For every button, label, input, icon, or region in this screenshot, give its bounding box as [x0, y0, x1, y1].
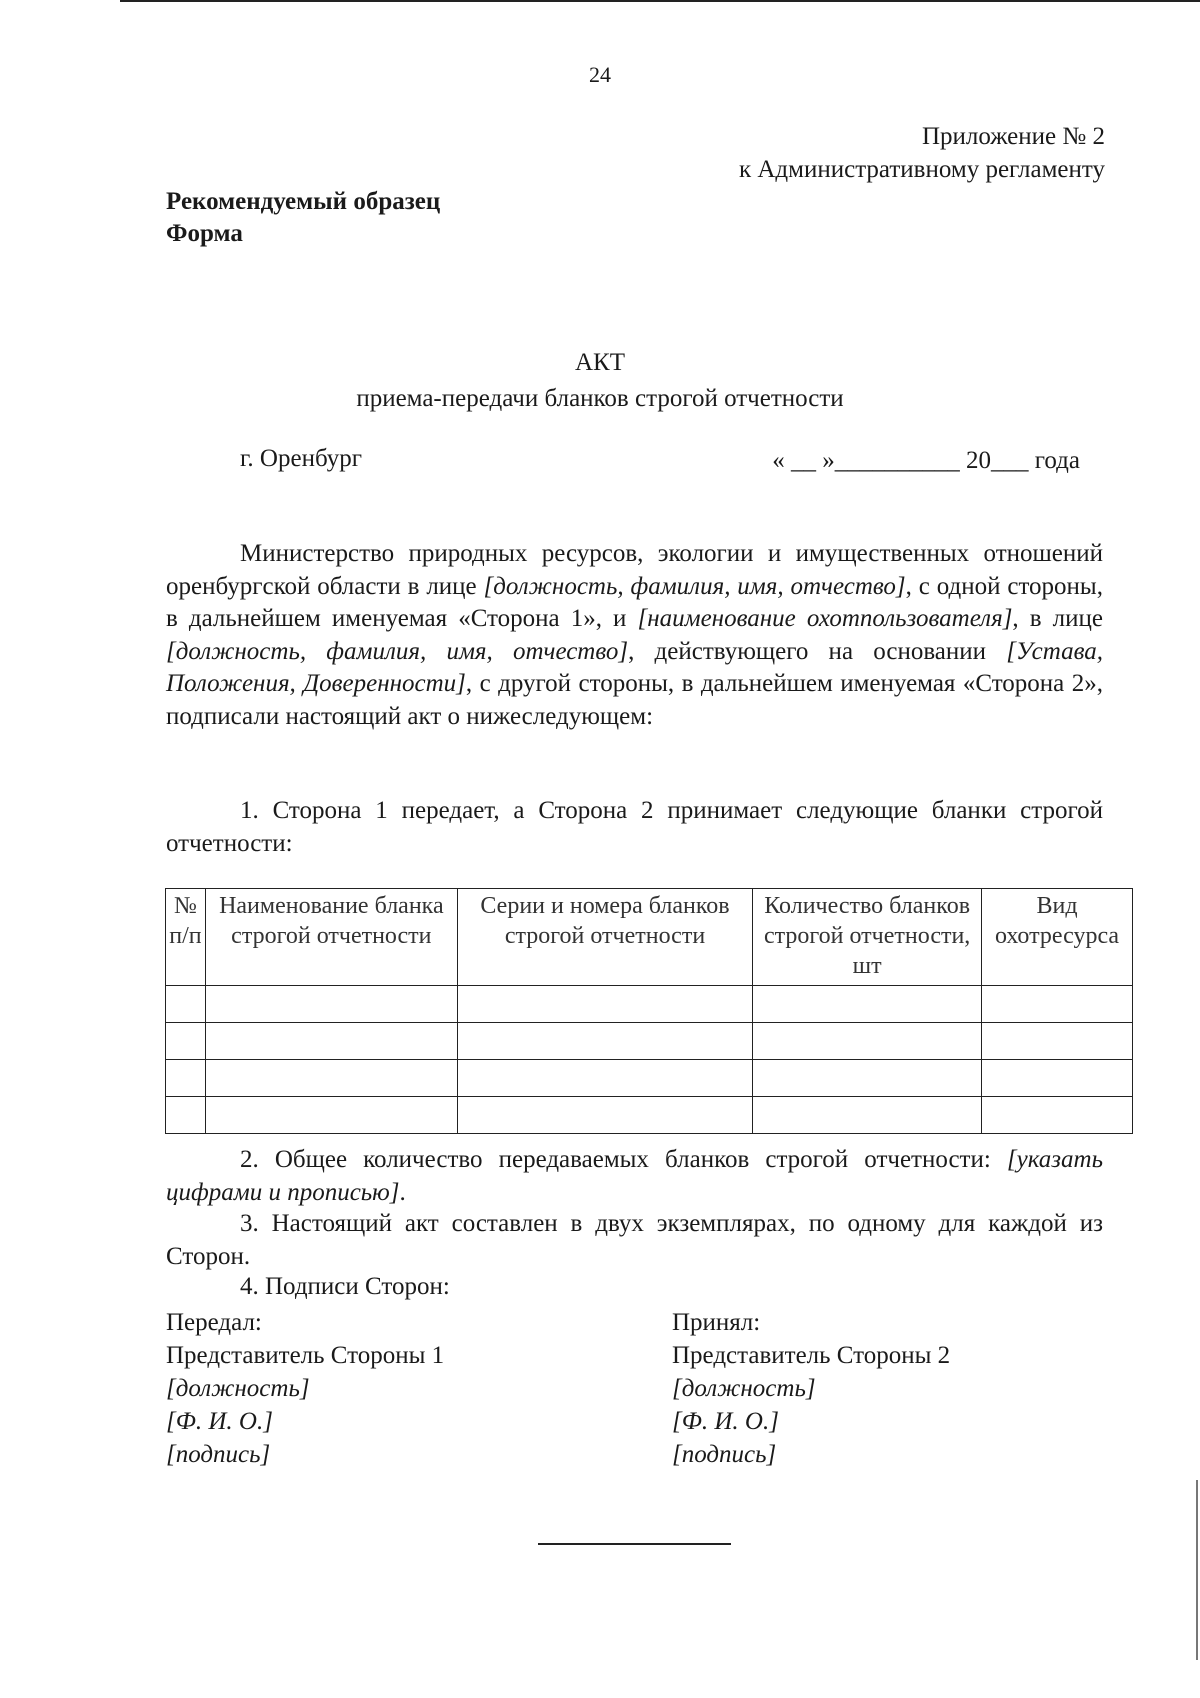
sig-left-position: [должность] [166, 1375, 310, 1402]
sig-left-label: Передал: [166, 1309, 262, 1336]
item-2-paragraph [166, 1143, 1103, 1209]
blanks-table [165, 888, 1133, 1134]
table-cell[interactable] [753, 1023, 982, 1060]
top-border-line [120, 0, 1200, 2]
act-subtitle: приема-передачи бланков строгой отчетности [356, 385, 844, 412]
intro-text-1: Министерство природных ресурсов, экологии и имущественных отношений оренбургской области в лице [166, 540, 1103, 600]
table-cell[interactable] [166, 1097, 206, 1134]
item-2-end: . [399, 1179, 406, 1206]
act-title: АКТ [575, 349, 625, 376]
item-4-paragraph: 4. Подписи Сторон: [240, 1273, 450, 1300]
table-cell[interactable] [982, 1097, 1133, 1134]
sig-right-position: [должность] [672, 1375, 816, 1402]
signature-block-left [166, 1306, 444, 1471]
sample-heading [166, 186, 440, 250]
intro-placeholder-4: [Устава, Положения, Доверенности] [166, 637, 1103, 697]
table-cell[interactable] [753, 986, 982, 1023]
bottom-divider-line [538, 1543, 731, 1545]
header-number: № п/п [166, 889, 206, 986]
table-header-row [166, 889, 1133, 986]
table-cell[interactable] [457, 986, 753, 1023]
table-cell[interactable] [166, 986, 206, 1023]
table-cell[interactable] [205, 1060, 457, 1097]
intro-text-5: , с другой стороны, в дальнейшем именуемая «Сторона 2», подписали настоящий акт о нижеследующем: [166, 670, 1103, 730]
item-1-paragraph: 1. Сторона 1 передает, а Сторона 2 принимает следующие бланки строгой отчетности: [166, 797, 1103, 857]
scan-edge-mark [1196, 1480, 1198, 1660]
header-quantity: Количество бланков строгой отчетности, шт [753, 889, 982, 986]
table-cell[interactable] [753, 1060, 982, 1097]
table-cell[interactable] [982, 986, 1133, 1023]
table-body [166, 986, 1133, 1134]
appendix-line-1: Приложение № 2 [921, 123, 1105, 150]
table-cell[interactable] [166, 1060, 206, 1097]
table-cell[interactable] [205, 986, 457, 1023]
table-row [166, 1060, 1133, 1097]
table-cell[interactable] [753, 1097, 982, 1134]
table-cell[interactable] [457, 1060, 753, 1097]
sig-left-name: [Ф. И. О.] [166, 1408, 273, 1435]
table-cell[interactable] [166, 1023, 206, 1060]
table-cell[interactable] [205, 1097, 457, 1134]
table-row [166, 986, 1133, 1023]
appendix-line-2: к Административному регламенту [738, 156, 1105, 183]
table-row [166, 1023, 1133, 1060]
table-cell[interactable] [457, 1097, 753, 1134]
item-2-placeholder: [указать цифрами и прописью] [166, 1146, 1103, 1206]
header-resource-type: Вид охотресурса [982, 889, 1133, 986]
header-blank-name: Наименование бланка строгой отчетности [205, 889, 457, 986]
table-cell[interactable] [205, 1023, 457, 1060]
intro-text-3: , в лице [1012, 605, 1103, 632]
sig-right-label: Принял: [672, 1309, 761, 1336]
page-number: 24 [589, 62, 611, 87]
item-3-paragraph: 3. Настоящий акт составлен в двух экземплярах, по одному для каждой из Сторон. [166, 1210, 1103, 1270]
appendix-header [739, 120, 1105, 186]
sig-right-sign: [подпись] [672, 1441, 777, 1468]
signature-block-right [672, 1306, 950, 1471]
intro-placeholder-2: [наименование охотпользователя] [637, 605, 1013, 632]
sig-left-sign: [подпись] [166, 1441, 271, 1468]
intro-text-4: , действующего на основании [628, 637, 1007, 665]
sig-right-name: [Ф. И. О.] [672, 1408, 779, 1435]
sig-right-rep: Представитель Стороны 2 [672, 1342, 951, 1369]
intro-paragraph [166, 538, 1103, 733]
table-cell[interactable] [982, 1060, 1133, 1097]
sample-line-2: Форма [166, 220, 243, 247]
act-title-block [0, 345, 1200, 417]
date-line: « __ »__________ 20___ года [772, 447, 1080, 474]
sig-left-rep: Представитель Стороны 1 [166, 1342, 445, 1369]
table-cell[interactable] [457, 1023, 753, 1060]
intro-text-2: , с одной стороны, в дальнейшем именуемая «Сторона 1», и [166, 572, 1103, 632]
table-row [166, 1097, 1133, 1134]
item-2-text: 2. Общее количество передаваемых бланков строгой отчетности: [240, 1146, 1007, 1173]
table-cell[interactable] [982, 1023, 1133, 1060]
city-name: г. Оренбург [240, 445, 362, 472]
header-series-numbers: Серии и номера бланков строгой отчетности [457, 889, 753, 986]
sample-line-1: Рекомендуемый образец [166, 188, 441, 215]
intro-placeholder-1: [должность, фамилия, имя, отчество] [483, 572, 906, 600]
intro-placeholder-3: [должность, фамилия, имя, отчество] [166, 637, 629, 665]
